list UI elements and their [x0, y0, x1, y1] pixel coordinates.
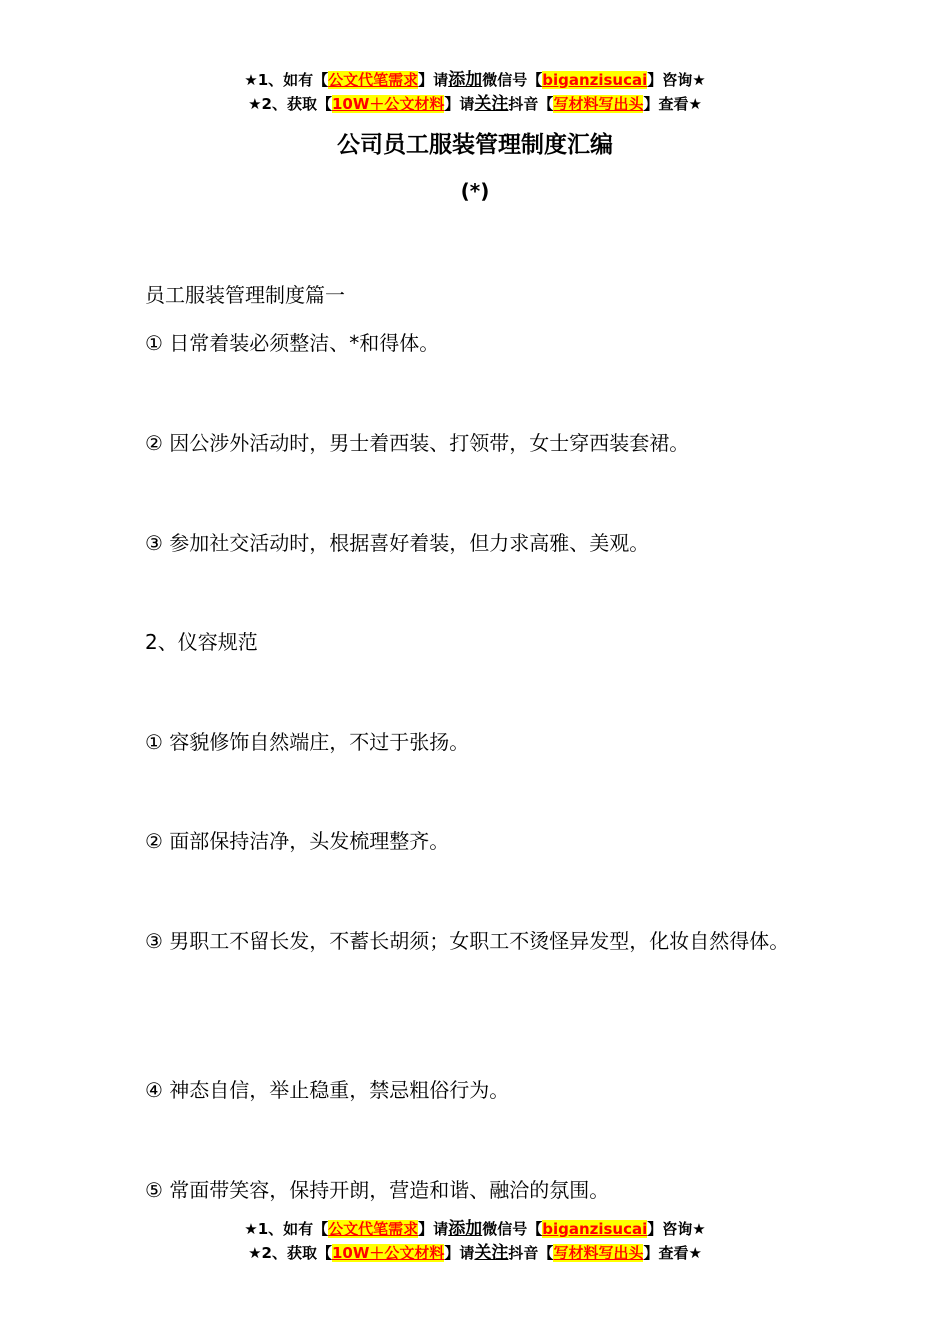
banner-text: 微信号【 [482, 71, 543, 89]
banner-highlight: 10W＋公文材料 [331, 1244, 445, 1262]
banner-highlight: 公文代笔需求 [328, 71, 419, 89]
paragraph: ③ 男职工不留长发，不蓄长胡须；女职工不烫怪异发型，化妆自然得体。 [145, 929, 790, 953]
banner-underline: 添加 [448, 70, 483, 90]
banner-text: 抖音【 [508, 95, 554, 113]
header-banner-line-1 [0, 68, 950, 92]
banner-highlight: 写材料写出头 [553, 1244, 644, 1262]
banner-highlight: 公文代笔需求 [328, 1220, 419, 1238]
banner-text: ★1、如有【 [244, 71, 329, 89]
header-banner [0, 68, 950, 116]
banner-text: 】咨询★ [647, 1220, 706, 1238]
banner-wechat-id: biganzisucai [542, 1220, 648, 1238]
banner-wechat-id: biganzisucai [542, 71, 648, 89]
footer-banner-line-1 [0, 1217, 950, 1241]
banner-underline: 添加 [448, 1219, 483, 1239]
paragraph: ② 面部保持洁净，头发梳理整齐。 [145, 829, 450, 853]
banner-highlight: 10W＋公文材料 [331, 95, 445, 113]
banner-text: ★2、获取【 [248, 1244, 332, 1262]
footer-banner [0, 1217, 950, 1265]
document-subtitle: (*) [460, 179, 490, 203]
footer-banner-line-2 [0, 1241, 950, 1265]
paragraph: ⑤ 常面带笑容，保持开朗，营造和谐、融洽的氛围。 [145, 1178, 610, 1202]
document-title: 公司员工服装管理制度汇编 [337, 132, 613, 158]
banner-underline: 关注 [474, 94, 509, 114]
banner-highlight: 写材料写出头 [553, 95, 644, 113]
paragraph: ① 容貌修饰自然端庄，不过于张扬。 [145, 730, 470, 754]
paragraph: ③ 参加社交活动时，根据喜好着装，但力求高雅、美观。 [145, 531, 650, 555]
paragraph: ② 因公涉外活动时，男士着西装、打领带，女士穿西装套裙。 [145, 431, 690, 455]
banner-text: 】请 [444, 1244, 475, 1262]
section-heading: 员工服装管理制度篇一 [145, 283, 345, 307]
banner-text: 】请 [418, 1220, 449, 1238]
banner-text: 】咨询★ [647, 71, 706, 89]
banner-text: 】查看★ [643, 95, 702, 113]
banner-text: 】查看★ [643, 1244, 702, 1262]
banner-text: 抖音【 [508, 1244, 554, 1262]
banner-underline: 关注 [474, 1243, 509, 1263]
header-banner-line-2 [0, 92, 950, 116]
paragraph: ① 日常着装必须整洁、*和得体。 [145, 331, 440, 355]
section-heading: 2、仪容规范 [145, 630, 258, 654]
banner-text: 】请 [444, 95, 475, 113]
banner-text: 微信号【 [482, 1220, 543, 1238]
banner-text: ★1、如有【 [244, 1220, 329, 1238]
banner-text: 】请 [418, 71, 449, 89]
banner-text: ★2、获取【 [248, 95, 332, 113]
paragraph: ④ 神态自信，举止稳重，禁忌粗俗行为。 [145, 1078, 510, 1102]
